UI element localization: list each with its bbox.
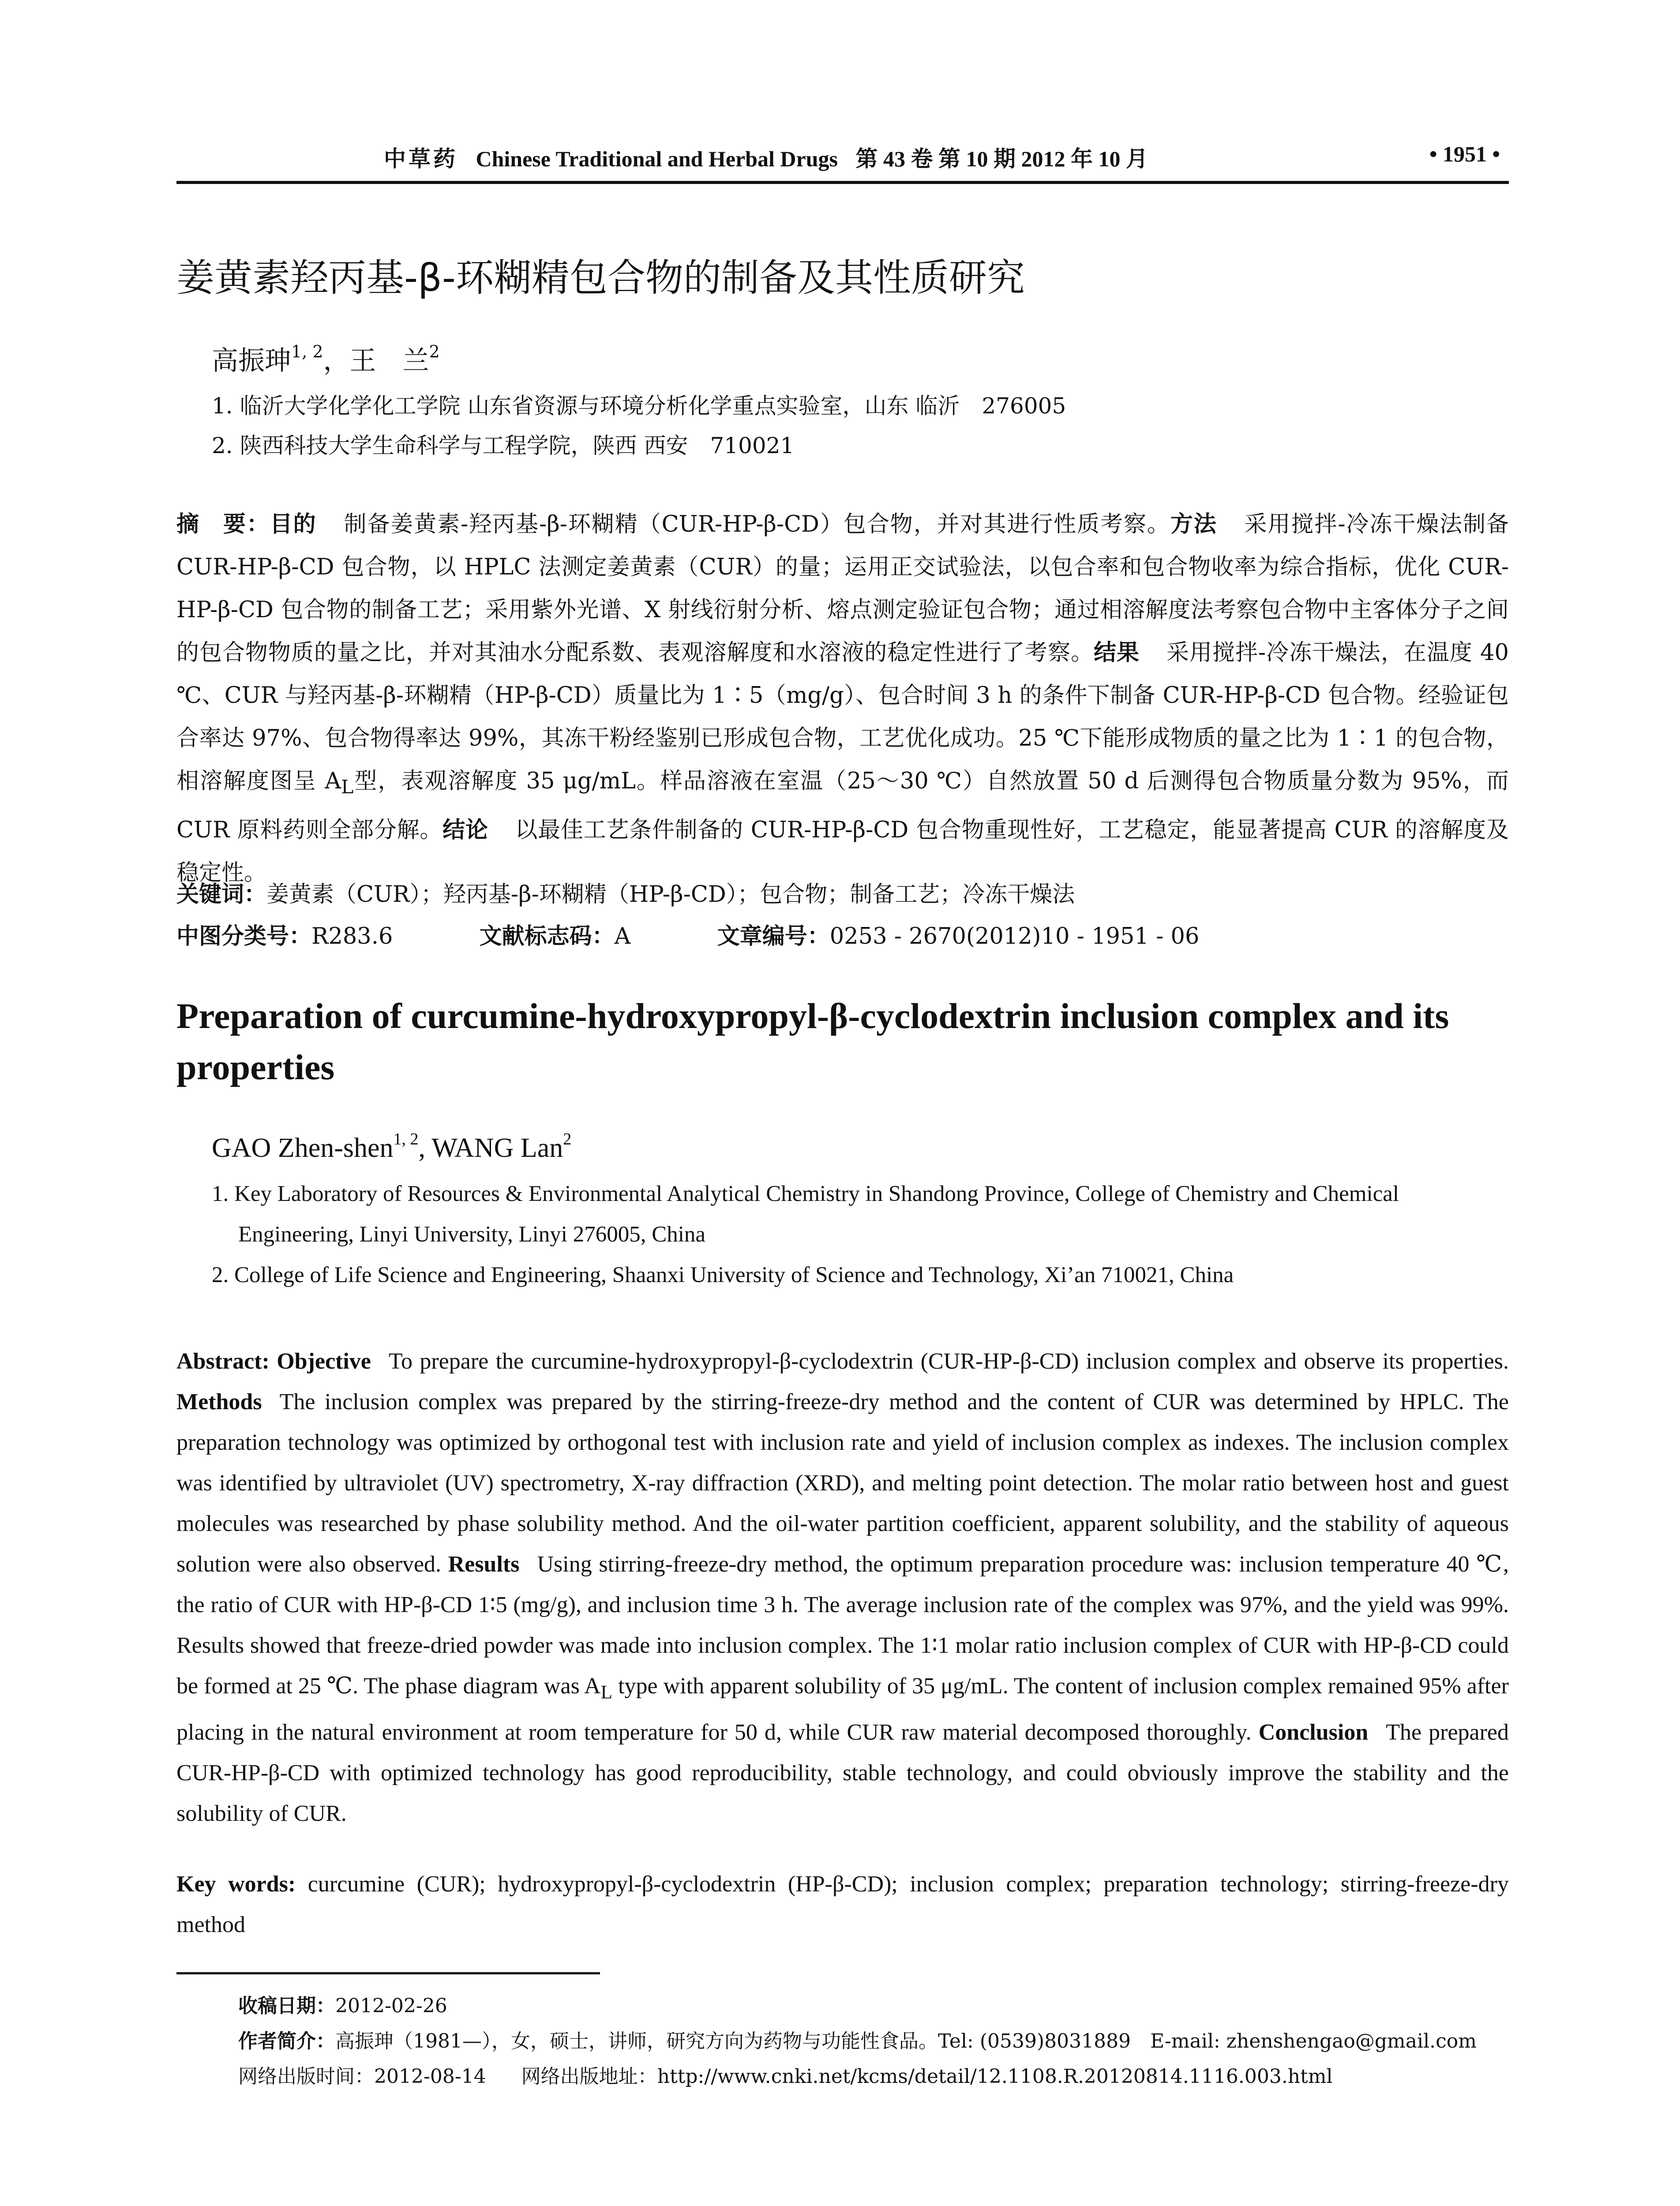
article-number — [717, 918, 1200, 950]
author-2-cn: 王 兰 — [349, 345, 429, 376]
affiliation-cn-2: 2. 陕西科技大学生命科学与工程学院，陕西 西安 710021 — [212, 433, 795, 458]
author-bio: 高振珅（1981—），女，硕士，讲师，研究方向为药物与功能性食品。Tel: (0539)8031889 E-mail: zhenshengao@gmail.com — [335, 2030, 1477, 2052]
keywords-en-label: Key words: — [176, 1872, 296, 1897]
keywords-en-text: curcumine (CUR); hydroxypropyl-β-cyclodextrin (HP-β-CD); inclusion complex; preparation technology; stirring-freeze-dry method — [176, 1872, 1509, 1937]
author-2-affil-en: 2 — [563, 1130, 572, 1148]
abstract-cn — [176, 503, 1509, 894]
article-number-label: 文章编号： — [717, 923, 830, 949]
methods-cn-label: 方法 — [1170, 511, 1217, 537]
author-1-affil-en: 1, 2 — [393, 1130, 419, 1148]
keywords-en — [176, 1864, 1509, 1945]
results-cn-label: 结果 — [1094, 640, 1140, 666]
results-en-label: Results — [448, 1552, 520, 1577]
online-time-label: 网络出版时间： — [238, 2065, 374, 2088]
running-header — [176, 132, 1509, 184]
conclusion-cn-label: 结论 — [442, 817, 488, 844]
received-label: 收稿日期： — [238, 1995, 335, 2017]
footnote-author — [238, 2025, 1477, 2053]
keywords-cn — [176, 876, 1075, 908]
conclusion-en-label: Conclusion — [1258, 1720, 1369, 1745]
keywords-cn-text: 姜黄素（CUR）；羟丙基-β-环糊精（HP-β-CD）；包合物；制备工艺；冷冻干燥法 — [266, 882, 1075, 908]
results-en-a: Using stirring-freeze-dry method, the optimum preparation procedure was: inclusion temperature 40 ℃, the ratio of CUR with HP-β-CD 1∶5 (mg/g), and inclusion time 3 h. The average inclusion rate of the complex was 97%, and the yield was 99%. Results showed that freeze-dried powder was made into inclusion complex. The 1∶1 molar ratio inclusion complex of CUR with HP-β-CD could be formed at 25 ℃. The phase diagram was A — [176, 1552, 1509, 1699]
author-1-cn: 高振珅 — [212, 345, 291, 376]
methods-en: The inclusion complex was prepared by the stirring-freeze-dry method and the content of CUR was determined by HPLC. The preparation technology was optimized by orthogonal test with inclusion rate and yield of inclusion complex as indexes. The inclusion complex was identified by ultraviolet (UV) spectrometry, X-ray diffraction (XRD), and melting point detection. The molar ratio between host and guest molecules was researched by phase solubility method. And the oil-water partition coefficient, apparent solubility, and the stability of aqueous solution were also observed. — [176, 1389, 1509, 1577]
footnote-online — [238, 2060, 1333, 2089]
results-cn-a: 采用搅拌-冷冻干燥法，在温度 40 ℃、CUR 与羟丙基-β-环糊精（HP-β-CD）质量比为 1∶5（mg/g）、包合时间 3 h 的条件下制备 CUR-HP-β-CD 包合物。经验证包合率达 97%、包合物得率达 99%，其冻干粉经鉴别已形成包合物，工艺优化成功。25 ℃下能形成物质的量之比为 1∶1 的包合物，相溶解度图呈 A — [176, 640, 1509, 794]
results-en-b: type with apparent solubility of 35 μg/mL. The content of inclusion complex remained 95% after placing in the natural environment at room temperature for 50 d, while CUR raw material decomposed thoroughly. — [176, 1673, 1509, 1745]
methods-en-label: Methods — [176, 1389, 262, 1414]
author-sep-cn: ， — [323, 345, 350, 376]
journal-issue: 第 43 卷 第 10 期 2012 年 10 月 — [855, 146, 1148, 171]
objective-cn: 制备姜黄素-羟丙基-β-环糊精（CUR-HP-β-CD）包合物，并对其进行性质考察。 — [343, 511, 1170, 537]
classification-line — [176, 918, 1279, 950]
affiliation-cn-1: 1. 临沂大学化学化工学院 山东省资源与环境分析化学重点实验室，山东 临沂 276005 — [212, 393, 1066, 419]
author-bio-label: 作者简介： — [238, 2030, 335, 2052]
objective-en: To prepare the curcumine-hydroxypropyl-β-cyclodextrin (CUR-HP-β-CD) inclusion complex and observe its properties. — [388, 1349, 1509, 1374]
author-sep-en: , — [418, 1133, 432, 1163]
author-2-en: WANG Lan — [431, 1133, 563, 1163]
page-number: • 1951 • — [1429, 142, 1500, 166]
doc-code-value: A — [614, 923, 631, 949]
objective-cn-label: 目的 — [270, 511, 317, 537]
clc-number — [176, 918, 393, 950]
article-number-value: 0253 - 2670(2012)10 - 1951 - 06 — [829, 923, 1200, 949]
online-url[interactable]: http://www.cnki.net/kcms/detail/12.1108.R.20120814.1116.003.html — [657, 2065, 1333, 2088]
conclusion-cn: 以最佳工艺条件制备的 CUR-HP-β-CD 包合物重现性好，工艺稳定，能显著提高 CUR 的溶解度及稳定性。 — [176, 817, 1509, 886]
keywords-cn-label: 关键词： — [176, 882, 267, 908]
methods-cn: 采用搅拌-冷冻干燥法制备 CUR-HP-β-CD 包合物，以 HPLC 法测定姜黄素（CUR）的量；运用正交试验法，以包合率和包合物收率为综合指标，优化 CUR-HP-β-CD 包合物的制备工艺；采用紫外光谱、X 射线衍射分析、熔点测定验证包合物；通过相溶解度法考察包合物中主客体分子之间的包合物物质的量之比，并对其油水分配系数、表观溶解度和水溶液的稳定性进行了考察。 — [176, 511, 1509, 666]
doc-code-label: 文献标志码： — [479, 923, 615, 949]
abstract-cn-label: 摘 要： — [176, 511, 270, 537]
clc-label: 中图分类号： — [176, 923, 312, 949]
author-1-affil-cn: 1, 2 — [291, 342, 323, 361]
results-cn-sub: L — [341, 777, 354, 799]
footnote-received — [238, 1990, 447, 2018]
title-en: Preparation of curcumine-hydroxypropyl-β-cyclodextrin inclusion complex and its properties — [176, 996, 1449, 1087]
journal-name-en: Chinese Traditional and Herbal Drugs — [476, 146, 838, 171]
author-1-en: GAO Zhen-shen — [212, 1133, 394, 1163]
affiliation-en-1: 1. Key Laboratory of Resources & Environmental Analytical Chemistry in Shandong Province, College of Chemistry and Chemical Engineering, Linyi University, Linyi 276005, China — [212, 1182, 1399, 1247]
abstract-en — [176, 1341, 1509, 1834]
online-time: 2012-08-14 — [374, 2065, 486, 2088]
objective-en-label: Objective — [277, 1349, 371, 1374]
author-2-affil-cn: 2 — [429, 342, 440, 361]
title-cn: 姜黄素羟丙基-β-环糊精包合物的制备及其性质研究 — [176, 256, 1025, 300]
footnote-divider — [176, 1972, 600, 1974]
journal-name-cn: 中草药 — [384, 146, 458, 172]
affiliations-en — [212, 1174, 1509, 1295]
authors-en — [212, 1129, 571, 1164]
clc-value: R283.6 — [311, 923, 393, 949]
online-url-label: 网络出版地址： — [521, 2065, 657, 2088]
affiliation-en-2: 2. College of Life Science and Engineering, Shaanxi University of Science and Technology, Xi’an 710021, China — [212, 1263, 1234, 1287]
conclusion-en: The prepared CUR-HP-β-CD with optimized technology has good reproducibility, stable technology, and could obviously improve the stability and the solubility of CUR. — [176, 1720, 1509, 1827]
header-journal-info — [384, 141, 1160, 173]
abstract-en-label: Abstract: — [176, 1349, 270, 1374]
received-date: 2012-02-26 — [335, 1995, 447, 2017]
authors-cn — [212, 340, 440, 378]
results-en-sub: L — [600, 1681, 613, 1703]
document-code — [480, 918, 631, 950]
results-cn-b: 型，表观溶解度 35 μg/mL。样品溶液在室温（25～30 ℃）自然放置 50 d 后测得包合物质量分数为 95%，而 CUR 原料药则全部分解。 — [176, 768, 1509, 844]
